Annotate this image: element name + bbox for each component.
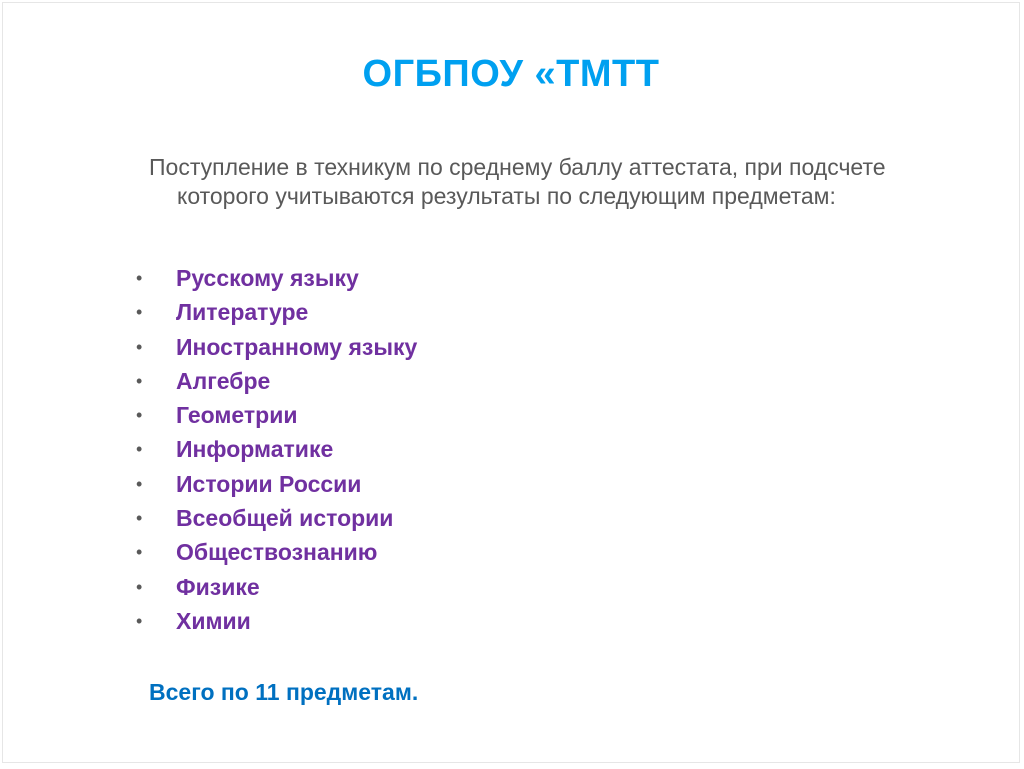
bullet-icon: • xyxy=(136,268,143,288)
list-item xyxy=(131,467,417,501)
subject-label: Химии xyxy=(176,607,251,634)
list-item xyxy=(131,535,417,569)
bullet-icon: • xyxy=(136,576,143,597)
bullet-icon: • xyxy=(136,302,143,323)
list-item xyxy=(131,604,417,638)
list-item xyxy=(131,432,417,466)
bullet-icon: • xyxy=(136,610,143,631)
subject-label: Всеобщей истории xyxy=(176,505,394,532)
bullet-icon: • xyxy=(136,473,143,494)
subject-list xyxy=(131,261,417,638)
total-text: Всего по 11 предметам. xyxy=(149,679,419,705)
bullet-icon: • xyxy=(136,508,143,529)
subject-label: Обществознанию xyxy=(176,539,378,566)
bullet-icon: • xyxy=(136,370,143,391)
list-item xyxy=(131,398,417,432)
list-item xyxy=(131,570,417,604)
list-item xyxy=(131,330,417,364)
bullet-icon: • xyxy=(136,542,143,563)
subject-label: Информатике xyxy=(176,436,334,463)
slide xyxy=(2,2,1020,763)
list-item xyxy=(131,364,417,398)
subject-label: Иностранному языку xyxy=(176,333,418,360)
list-item xyxy=(131,501,417,535)
subject-label: Русскому языку xyxy=(176,265,359,291)
subject-label: Физике xyxy=(176,573,260,600)
bullet-icon: • xyxy=(136,405,143,426)
slide-title: ОГБПОУ «ТМТТ xyxy=(362,53,660,95)
list-item xyxy=(131,295,417,329)
list-item xyxy=(131,261,417,295)
intro-text: Поступление в техникум по среднему баллу аттестата, при подсчете которого учитываются результаты по следующим предметам: xyxy=(149,154,886,209)
subject-label: Истории России xyxy=(176,470,362,497)
subject-label: Алгебре xyxy=(176,367,271,394)
bullet-icon: • xyxy=(136,336,143,357)
bullet-icon: • xyxy=(136,439,143,460)
subject-label: Геометрии xyxy=(176,402,298,429)
subject-label: Литературе xyxy=(176,299,309,326)
